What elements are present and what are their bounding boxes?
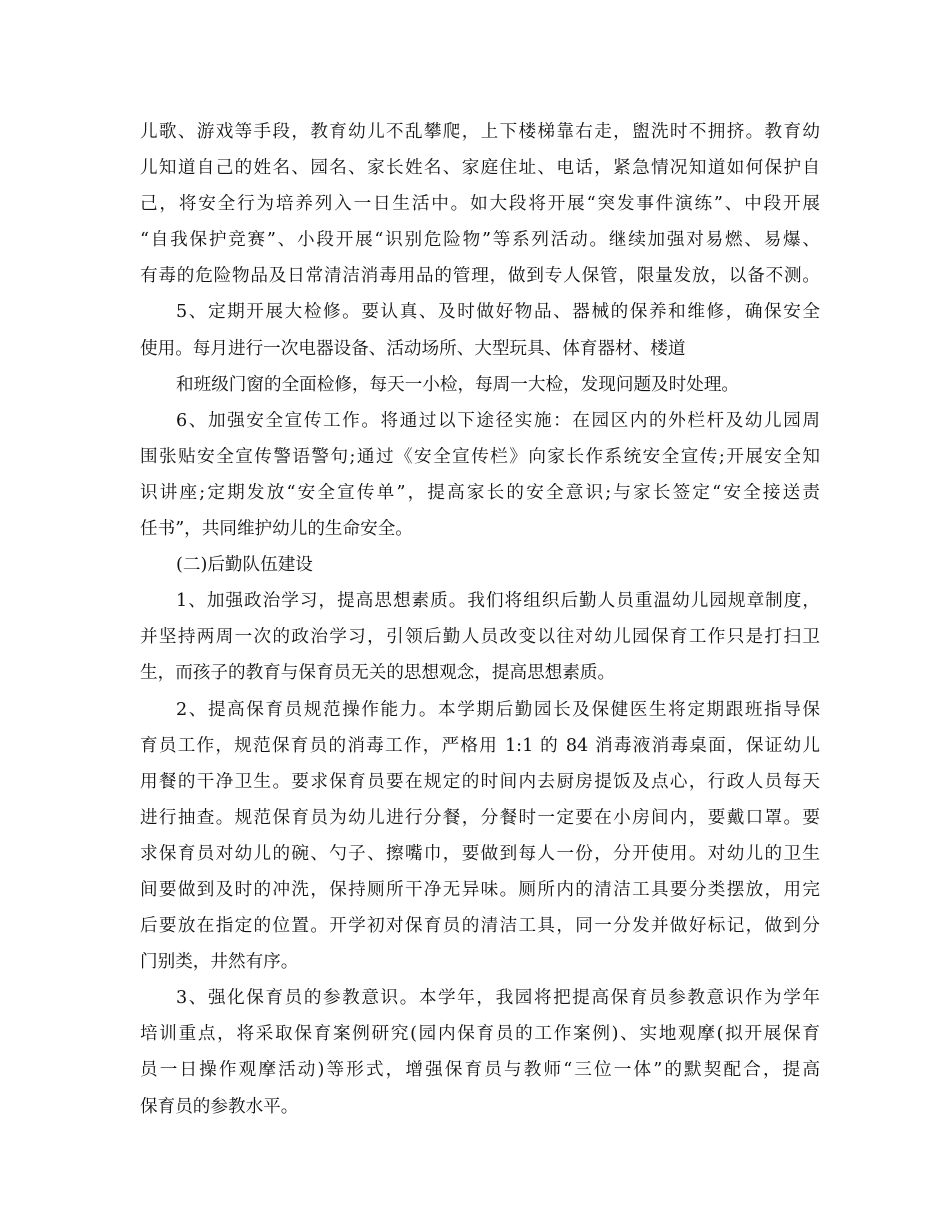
text-line: (二)后勤队伍建设 — [176, 555, 313, 576]
text-line: 门别类，井然有序。 — [140, 952, 299, 973]
text-line: 有毒的危险物品及日常清洁消毒用品的管理，做到专人保管，限量发放，以备不测。 — [140, 266, 820, 287]
text-line: 用餐的干净卫生。要求保育员要在规定的时间内去厨房提饭及点心，行政人员每天 — [140, 771, 820, 792]
text-line: 任书”，共同维护幼儿的生命安全。 — [140, 519, 413, 540]
document-body — [140, 114, 820, 1125]
text-line: 5、定期开展大检修。要认真、及时做好物品、器械的保养和维修，确保安全 — [176, 302, 820, 323]
text-line: 儿歌、游戏等手段，教育幼儿不乱攀爬，上下楼梯靠右走，盥洗时不拥挤。教育幼 — [140, 122, 820, 142]
text-line: 2、提高保育员规范操作能力。本学期后勤园长及保健医生将定期跟班指导保 — [176, 699, 820, 720]
text-line: 员一日操作观摩活动)等形式，增强保育员与教师“三位一体”的默契配合，提高 — [140, 1060, 820, 1081]
text-line: 间要做到及时的冲洗，保持厕所干净无异味。厕所内的清洁工具要分类摆放，用完 — [140, 879, 820, 900]
text-line: 求保育员对幼儿的碗、勺子、擦嘴巾，要做到每人一份，分开使用。对幼儿的卫生 — [140, 843, 820, 864]
text-line: 和班级门窗的全面检修，每天一小检，每周一大检，发现问题及时处理。 — [176, 374, 740, 395]
text-line: 1、加强政治学习，提高思想素质。我们将组织后勤人员重温幼儿园规章制度， — [176, 591, 820, 612]
text-line: 生，而孩子的教育与保育员无关的思想观念，提高思想素质。 — [140, 663, 616, 684]
text-line: 育员工作，规范保育员的消毒工作，严格用 1:1 的 84 消毒液消毒桌面，保证幼儿 — [140, 735, 820, 756]
text-line: 并坚持两周一次的政治学习，引领后勤人员改变以往对幼儿园保育工作只是打扫卫 — [140, 627, 820, 648]
text-line: 识讲座;定期发放“安全宣传单”，提高家长的安全意识;与家长签定“安全接送责 — [140, 482, 820, 503]
text-line: 己，将安全行为培养列入一日生活中。如大段将开展“突发事件演练”、中段开展 — [140, 194, 820, 215]
text-line: 进行抽查。规范保育员为幼儿进行分餐，分餐时一定要在小房间内，要戴口罩。要 — [140, 807, 820, 828]
text-line: 使用。每月进行一次电器设备、活动场所、大型玩具、体育器材、楼道 — [140, 338, 686, 359]
text-line: 儿知道自己的姓名、园名、家长姓名、家庭住址、电话，紧急情况知道如何保护自 — [140, 158, 820, 179]
text-line: 围张贴安全宣传警语警句;通过《安全宣传栏》向家长作系统安全宣传;开展安全知 — [140, 446, 820, 467]
text-line: 3、强化保育员的参教意识。本学年，我园将把提高保育员参教意识作为学年 — [176, 988, 820, 1009]
text-line: 6、加强安全宣传工作。将通过以下途径实施：在园区内的外栏杆及幼儿园周 — [176, 410, 820, 431]
text-line: 后要放在指定的位置。开学初对保育员的清洁工具，同一分发并做好标记，做到分 — [140, 916, 820, 937]
text-line: “自我保护竞赛”、小段开展“识别危险物”等系列活动。继续加强对易燃、易爆、 — [140, 230, 820, 251]
text-line: 培训重点，将采取保育案例研究(园内保育员的工作案例)、实地观摩(拟开展保育 — [140, 1024, 820, 1045]
text-line: 保育员的参教水平。 — [140, 1096, 299, 1117]
